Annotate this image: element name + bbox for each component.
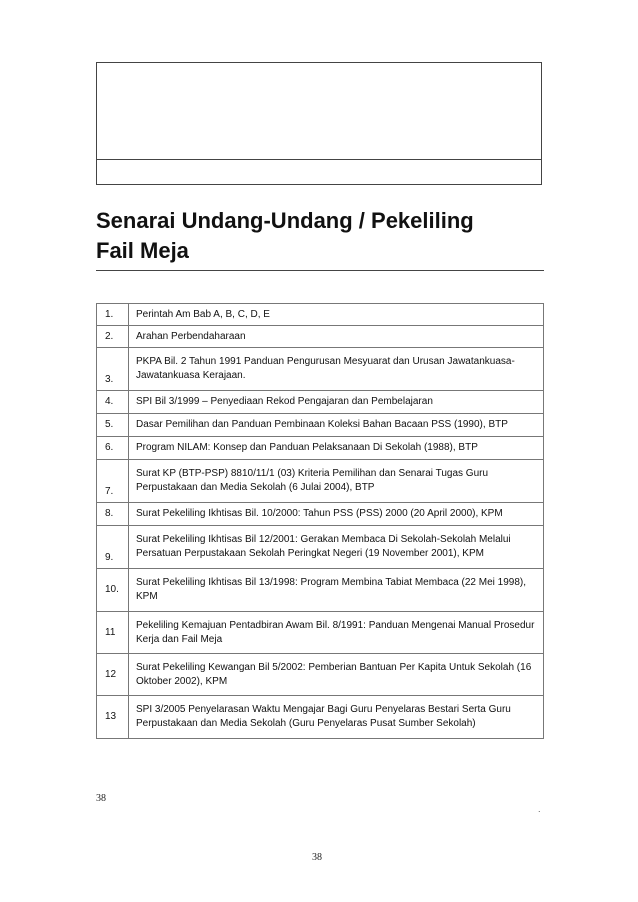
footer-page-number-center: 38 <box>312 852 322 863</box>
row-text: Program NILAM: Konsep dan Panduan Pelaksanaan Di Sekolah (1988), BTP <box>129 437 544 460</box>
row-text: Surat Pekeliling Ikhtisas Bil 12/2001: Gerakan Membaca Di Sekolah-Sekolah Melalui Persatuan Perpustakaan Sekolah Peringkat Negeri (19 November 2001), KPM <box>129 526 544 569</box>
row-number: 3. <box>97 348 129 391</box>
table-row <box>97 696 544 739</box>
row-text: SPI Bil 3/1999 – Penyediaan Rekod Pengajaran dan Pembelajaran <box>129 391 544 414</box>
row-number: 4. <box>97 391 129 414</box>
page-title <box>96 206 556 266</box>
row-number: 8. <box>97 503 129 526</box>
title-underline <box>96 270 544 271</box>
row-text: PKPA Bil. 2 Tahun 1991 Panduan Pengurusan Mesyuarat dan Urusan Jawatankuasa-Jawatankuasa Kerajaan. <box>129 348 544 391</box>
table-row <box>97 348 544 391</box>
footer-mark: . <box>538 804 541 814</box>
table-row <box>97 437 544 460</box>
page-title-line-1: Senarai Undang-Undang / Pekeliling <box>96 208 474 233</box>
row-text: Surat Pekeliling Ikhtisas Bil 13/1998: Program Membina Tabiat Membaca (22 Mei 1998), KPM <box>129 569 544 612</box>
table-row <box>97 654 544 696</box>
row-number: 12 <box>97 654 129 696</box>
table-row <box>97 569 544 612</box>
header-box-divider <box>97 159 541 160</box>
row-text: Dasar Pemilihan dan Panduan Pembinaan Koleksi Bahan Bacaan PSS (1990), BTP <box>129 414 544 437</box>
row-text: Surat Pekeliling Kewangan Bil 5/2002: Pemberian Bantuan Per Kapita Untuk Sekolah (16 Oktober 2002), KPM <box>129 654 544 696</box>
table-row <box>97 391 544 414</box>
table-row <box>97 612 544 654</box>
row-number: 5. <box>97 414 129 437</box>
page-title-line-2: Fail Meja <box>96 238 189 263</box>
table-row <box>97 526 544 569</box>
table-row <box>97 326 544 348</box>
row-text: Surat KP (BTP-PSP) 8810/11/1 (03) Kriteria Pemilihan dan Senarai Tugas Guru Perpustakaan dan Media Sekolah (6 Julai 2004), BTP <box>129 460 544 503</box>
row-number: 13 <box>97 696 129 739</box>
row-text: SPI 3/2005 Penyelarasan Waktu Mengajar Bagi Guru Penyelaras Bestari Serta Guru Perpustakaan dan Media Sekolah (Guru Penyelaras Pusat Sumber Sekolah) <box>129 696 544 739</box>
row-text: Pekeliling Kemajuan Pentadbiran Awam Bil. 8/1991: Panduan Mengenai Manual Prosedur Kerja dan Fail Meja <box>129 612 544 654</box>
row-number: 1. <box>97 304 129 326</box>
header-box <box>96 62 542 185</box>
row-number: 2. <box>97 326 129 348</box>
table-row <box>97 460 544 503</box>
row-number: 11 <box>97 612 129 654</box>
row-number: 7. <box>97 460 129 503</box>
row-number: 10. <box>97 569 129 612</box>
row-text: Perintah Am Bab A, B, C, D, E <box>129 304 544 326</box>
table-row <box>97 304 544 326</box>
row-text: Arahan Perbendaharaan <box>129 326 544 348</box>
table-row <box>97 503 544 526</box>
row-number: 6. <box>97 437 129 460</box>
table-row <box>97 414 544 437</box>
row-number: 9. <box>97 526 129 569</box>
circulars-table <box>96 303 544 739</box>
row-text: Surat Pekeliling Ikhtisas Bil. 10/2000: Tahun PSS (PSS) 2000 (20 April 2000), KPM <box>129 503 544 526</box>
footer-page-number-left: 38 <box>96 793 106 804</box>
